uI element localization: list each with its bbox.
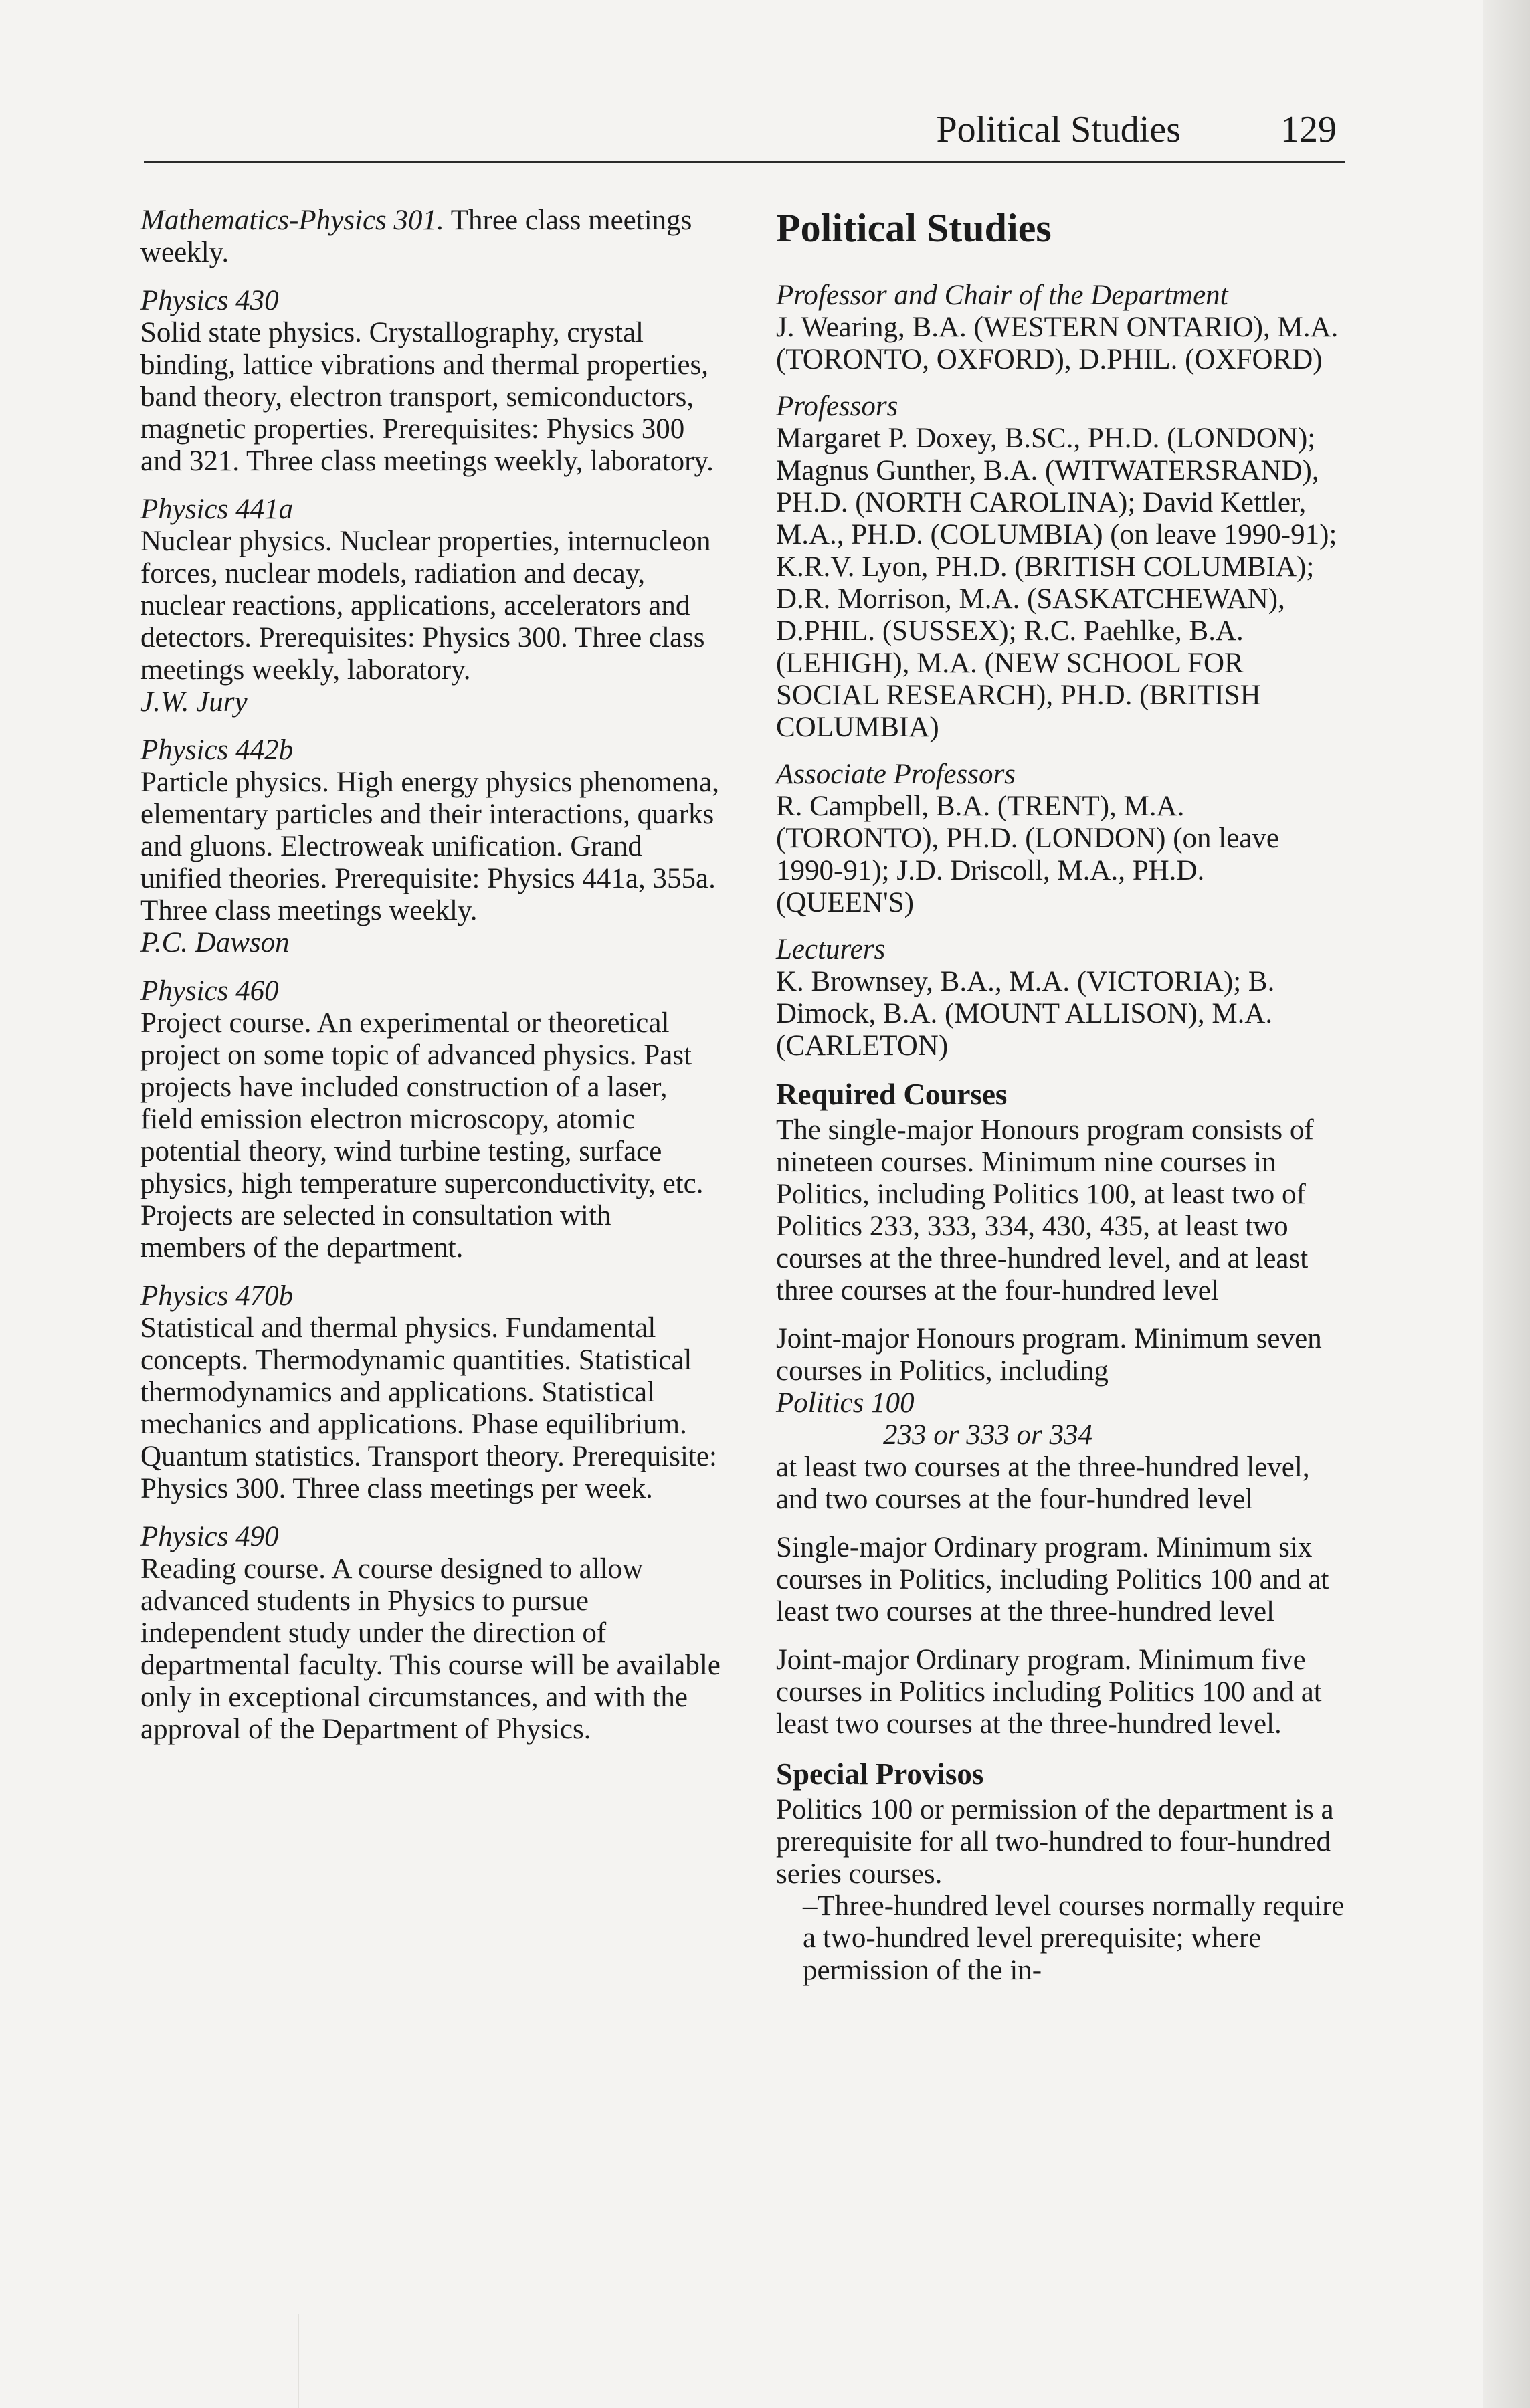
course-instructor: J.W. Jury xyxy=(140,686,248,718)
staff-role: Professors xyxy=(776,391,898,422)
scan-mark xyxy=(298,2314,299,2408)
continued-entry xyxy=(140,205,723,269)
course-title: Physics 460 xyxy=(140,975,279,1007)
course-instructor: P.C. Dawson xyxy=(140,927,290,959)
course-description: Reading course. A course designed to allow advanced students in Physics to pursue independent study under the direction of departmental faculty. This course will be available only in exceptional circumstances, and with the approval of the Department of Physics. xyxy=(140,1553,721,1745)
program-requirement-text: Joint-major Honours program. Minimum seven courses in Politics, including xyxy=(776,1323,1322,1387)
course-description: Nuclear physics. Nuclear properties, internucleon forces, nuclear models, radiation and decay, nuclear reactions, applications, accelerators and detectors. Prerequisites: Physics 300. Three class meetings weekly, laboratory. xyxy=(140,526,711,686)
course-title: Physics 442b xyxy=(140,734,294,766)
proviso-item: –Three-hundred level courses normally require a two-hundred level prerequisite; where permission of the in- xyxy=(803,1890,1345,1986)
running-header xyxy=(144,100,1345,159)
course-title: Physics 470b xyxy=(140,1280,294,1312)
course-title: Physics 490 xyxy=(140,1521,279,1552)
course-note: Three class meetings weekly. xyxy=(140,205,692,268)
right-column xyxy=(776,205,1345,1987)
course-list-item: Politics 100 xyxy=(776,1387,915,1419)
section-title: Political Studies xyxy=(776,206,1052,250)
staff-names: Margaret P. Doxey, B.SC., PH.D. (LONDON); Magnus Gunther, B.A. (WITWATERSRAND), PH.D. (NORTH CAROLINA); David Kettler, M.A., PH.D. (COLUMBIA) (on leave 1990-91); K.R.V. Lyon, PH.D. (BRITISH COLUMBIA); D.R. Morrison, M.A. (SASKATCHEWAN), D.PHIL. (SUSSEX); R.C. Paehlke, B.A. (LEHIGH), M.A. (NEW SCHOOL FOR SOCIAL RESEARCH), PH.D. (BRITISH COLUMBIA) xyxy=(776,423,1337,743)
course-reference: Mathematics-Physics 301. xyxy=(140,205,444,236)
staff-group xyxy=(776,759,1345,919)
page-number: 129 xyxy=(1280,109,1337,150)
course-entry xyxy=(140,975,723,1264)
course-entry xyxy=(140,285,723,478)
course-entry xyxy=(140,734,723,959)
staff-role: Associate Professors xyxy=(776,759,1016,790)
course-entry xyxy=(140,1521,723,1746)
page-edge-shadow xyxy=(1483,0,1530,2408)
course-description: Statistical and thermal physics. Fundamental concepts. Thermodynamic quantities. Statistical thermodynamics and applications. Statistical mechanics and applications. Phase equilibrium. Quantum statistics. Transport theory. Prerequisite: Physics 300. Three class meetings per week. xyxy=(140,1312,717,1504)
header-rule xyxy=(144,161,1345,163)
special-provisos-heading: Special Provisos xyxy=(776,1757,984,1791)
staff-group xyxy=(776,934,1345,1062)
staff-names: R. Campbell, B.A. (TRENT), M.A. (TORONTO), PH.D. (LONDON) (on leave 1990-91); J.D. Driscoll, M.A., PH.D. (QUEEN'S) xyxy=(776,791,1279,918)
running-header-title: Political Studies xyxy=(936,109,1181,150)
staff-group xyxy=(776,280,1345,376)
staff-group xyxy=(776,391,1345,744)
staff-role: Professor and Chair of the Department xyxy=(776,280,1228,311)
course-description: Project course. An experimental or theoretical project on some topic of advanced physics. Past projects have included construction of a laser, field emission electron microscopy, atomic potential theory, wind turbine testing, surface physics, high temperature superconductivity, etc. Projects are selected in consultation with members of the department. xyxy=(140,1007,704,1264)
course-title: Physics 441a xyxy=(140,494,294,525)
program-requirement: Single-major Ordinary program. Minimum six courses in Politics, including Politics 100 and at least two courses at the three-hundred level xyxy=(776,1532,1329,1627)
staff-names: K. Brownsey, B.A., M.A. (VICTORIA); B. Dimock, B.A. (MOUNT ALLISON), M.A. (CARLETON) xyxy=(776,966,1275,1062)
required-courses-heading: Required Courses xyxy=(776,1078,1008,1111)
staff-names: J. Wearing, B.A. (WESTERN ONTARIO), M.A. (TORONTO, OXFORD), D.PHIL. (OXFORD) xyxy=(776,312,1339,375)
course-entry xyxy=(140,494,723,718)
program-requirement: The single-major Honours program consists of nineteen courses. Minimum nine courses in Politics, including Politics 100, at least two of Politics 233, 333, 334, 430, 435, at least two courses at the three-hundred level, and at least three courses at the four-hundred level xyxy=(776,1114,1314,1306)
program-requirement-tail: at least two courses at the three-hundred level, and two courses at the four-hundred level xyxy=(776,1451,1310,1515)
course-description: Particle physics. High energy physics phenomena, elementary particles and their interactions, quarks and gluons. Electroweak unification. Grand unified theories. Prerequisite: Physics 441a, 355a. Three class meetings weekly. xyxy=(140,767,719,926)
course-title: Physics 430 xyxy=(140,285,279,316)
program-requirement xyxy=(776,1323,1345,1516)
course-entry xyxy=(140,1280,723,1505)
staff-role: Lecturers xyxy=(776,934,886,965)
course-description: Solid state physics. Crystallography, crystal binding, lattice vibrations and thermal properties, band theory, electron transport, semiconductors, magnetic properties. Prerequisites: Physics 300 and 321. Three class meetings weekly, laboratory. xyxy=(140,317,714,477)
proviso-text: Politics 100 or permission of the department is a prerequisite for all two-hundred to four-hundred series courses. xyxy=(776,1794,1334,1890)
left-column xyxy=(140,205,723,1762)
course-list-item: 233 or 333 or 334 xyxy=(883,1419,1092,1451)
program-requirement: Joint-major Ordinary program. Minimum five courses in Politics including Politics 100 and at least two courses at the three-hundred level. xyxy=(776,1644,1322,1740)
